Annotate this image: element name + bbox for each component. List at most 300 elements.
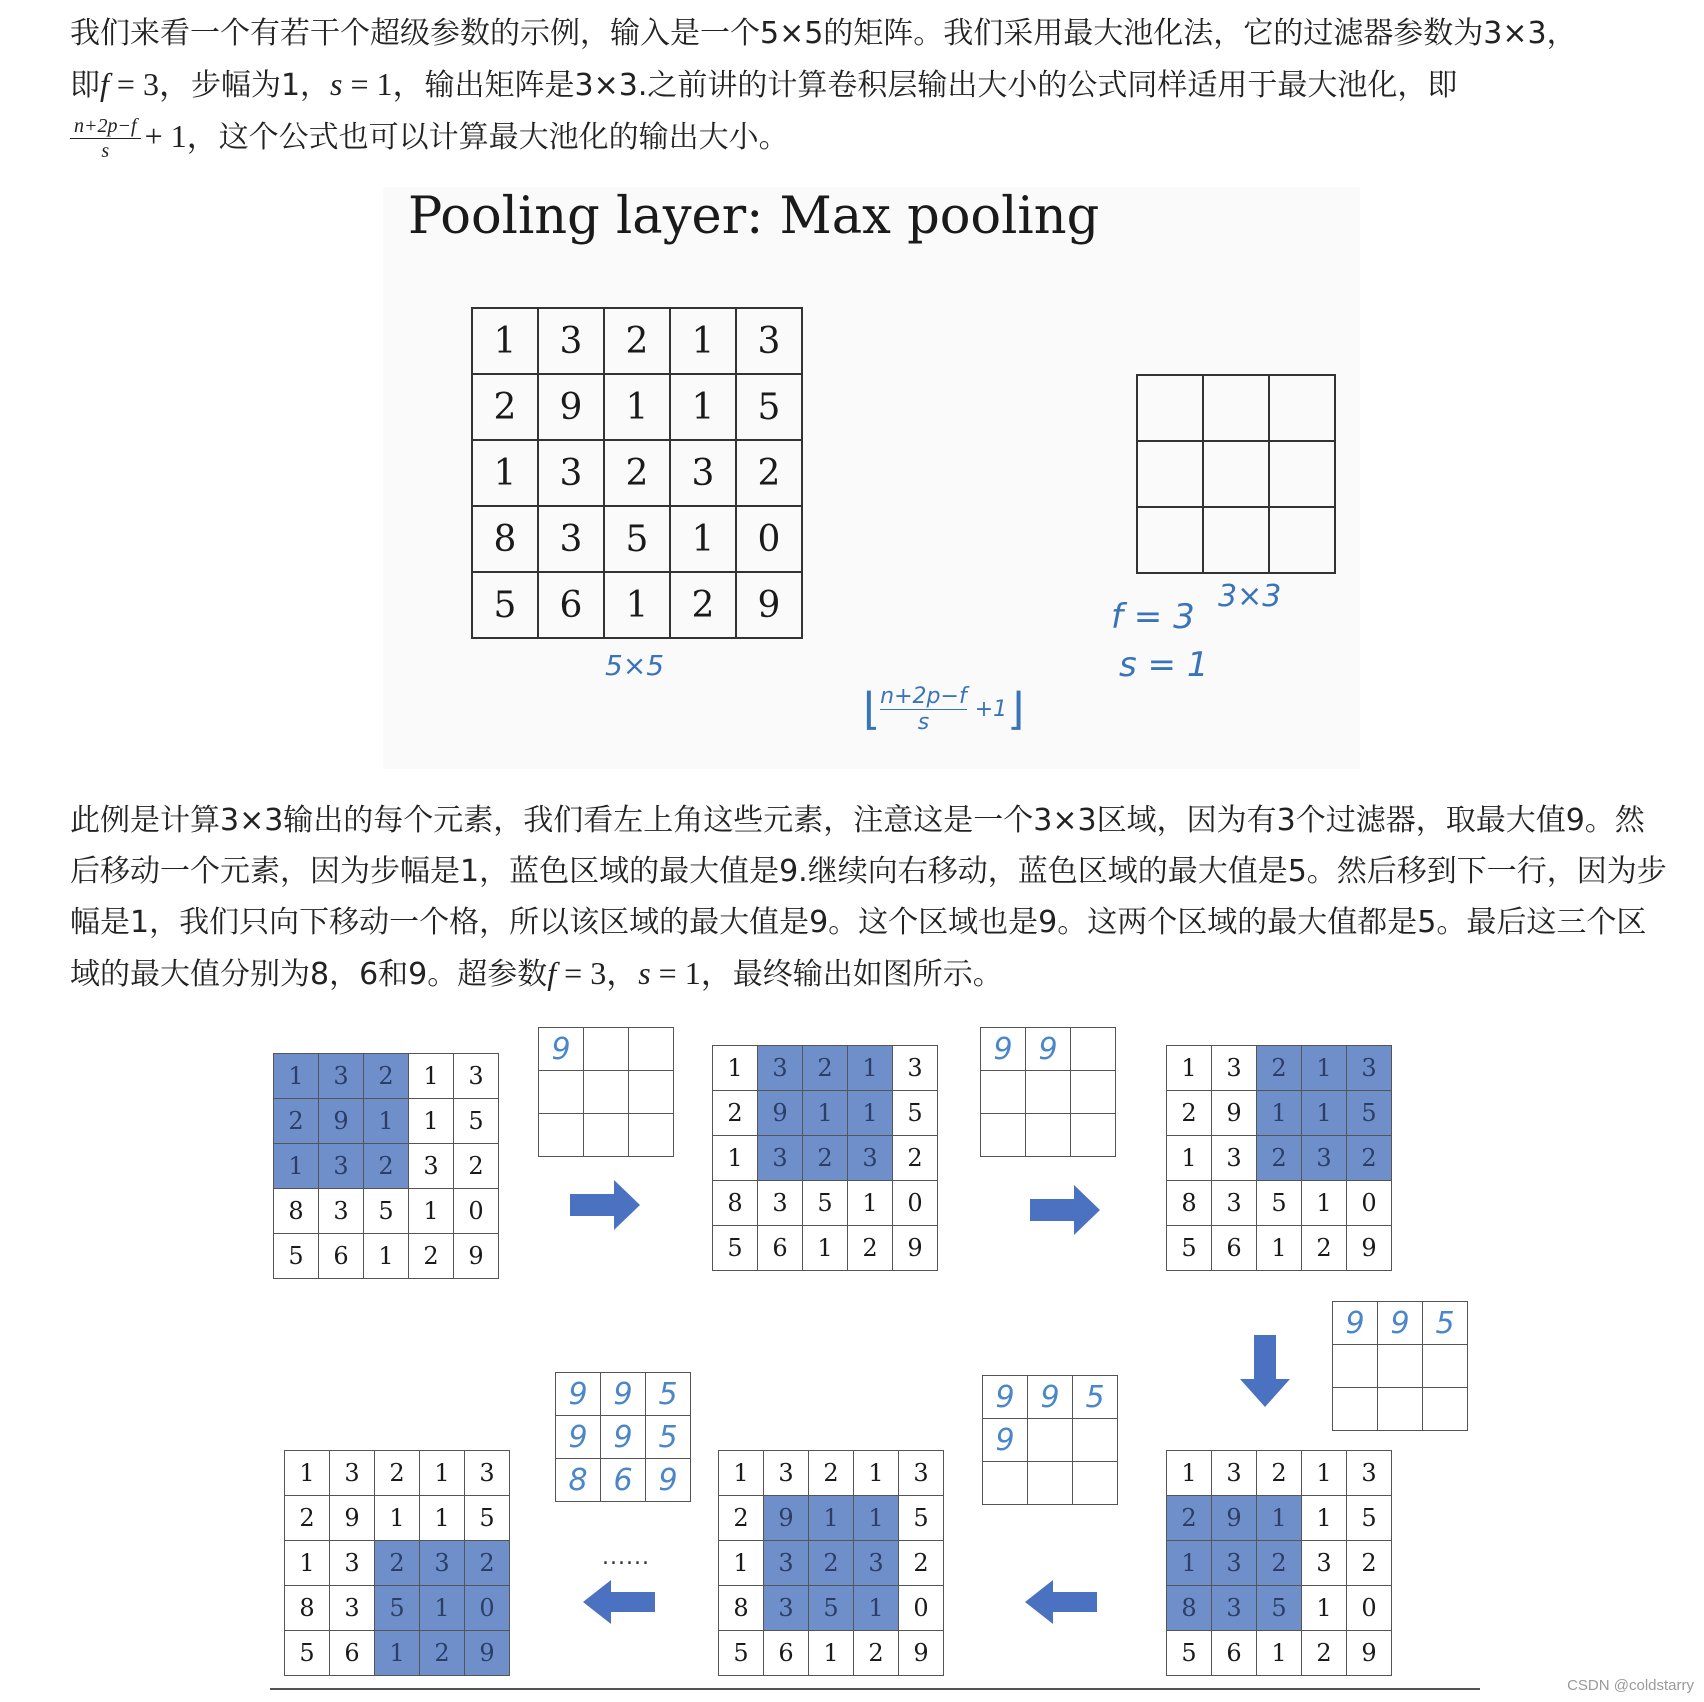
matrix-cell: 1 xyxy=(1302,1046,1347,1091)
matrix-cell: 1 xyxy=(420,1451,465,1496)
matrix-cell: 3 xyxy=(330,1451,375,1496)
matrix-cell: 9 xyxy=(319,1099,364,1144)
matrix-cell: 2 xyxy=(1167,1496,1212,1541)
matrix-cell: 5 xyxy=(1257,1586,1302,1631)
matrix-row xyxy=(719,1451,944,1496)
matrix-cell: 1 xyxy=(1167,1046,1212,1091)
matrix-row xyxy=(274,1054,499,1099)
arrow-right-icon xyxy=(570,1180,642,1230)
output-cell xyxy=(539,1114,584,1157)
matrix-cell: 8 xyxy=(274,1189,319,1234)
matrix-cell: 5 xyxy=(1167,1631,1212,1676)
output-cell xyxy=(1333,1388,1378,1431)
output-cell: 9 xyxy=(981,1028,1026,1071)
matrix-cell: 2 xyxy=(604,440,670,506)
matrix-row xyxy=(285,1496,510,1541)
matrix-cell: 3 xyxy=(319,1054,364,1099)
matrix-cell: 1 xyxy=(472,308,538,374)
matrix-cell: 2 xyxy=(364,1054,409,1099)
matrix-cell: 0 xyxy=(893,1181,938,1226)
matrix-cell: 0 xyxy=(1347,1586,1392,1631)
matrix-cell: 3 xyxy=(420,1541,465,1586)
output-cell xyxy=(584,1071,629,1114)
output-cell xyxy=(1423,1345,1468,1388)
matrix-row xyxy=(472,572,802,638)
matrix-cell: 2 xyxy=(1257,1136,1302,1181)
matrix-cell: 0 xyxy=(736,506,802,572)
matrix-cell: 5 xyxy=(1347,1091,1392,1136)
matrix-cell: 1 xyxy=(274,1054,319,1099)
matrix-cell: 1 xyxy=(364,1099,409,1144)
matrix-cell: 3 xyxy=(899,1451,944,1496)
output-cell xyxy=(1269,507,1335,573)
matrix-cell: 2 xyxy=(409,1234,454,1279)
matrix-row xyxy=(1167,1496,1392,1541)
output-cell xyxy=(1203,375,1269,441)
matrix-cell: 3 xyxy=(764,1586,809,1631)
matrix-cell: 5 xyxy=(1167,1226,1212,1271)
input-matrix-5x5 xyxy=(471,307,803,639)
matrix-cell: 9 xyxy=(899,1631,944,1676)
matrix-cell: 9 xyxy=(1212,1091,1257,1136)
filter-size-note: f = 3 xyxy=(1111,597,1195,637)
matrix-cell: 1 xyxy=(1302,1181,1347,1226)
intro-line-2: 即f = 3，步幅为1，s = 1，输出矩阵是3×3.之前讲的计算卷积层输出大小的公式同样适用于最大池化，即 xyxy=(70,66,1458,103)
matrix-cell: 1 xyxy=(1302,1451,1347,1496)
matrix-cell: 3 xyxy=(330,1541,375,1586)
matrix-cell: 1 xyxy=(719,1541,764,1586)
matrix-cell: 3 xyxy=(893,1046,938,1091)
output-size-label: 3×3 xyxy=(1218,579,1282,614)
matrix-cell: 1 xyxy=(1257,1631,1302,1676)
matrix-cell: 9 xyxy=(465,1631,510,1676)
matrix-cell: 2 xyxy=(670,572,736,638)
matrix-cell: 2 xyxy=(803,1136,848,1181)
output-cell: 5 xyxy=(646,1373,691,1416)
matrix-cell: 2 xyxy=(285,1496,330,1541)
output-row xyxy=(539,1114,674,1157)
matrix-row xyxy=(1167,1091,1392,1136)
matrix-cell: 1 xyxy=(670,506,736,572)
matrix-row xyxy=(274,1234,499,1279)
matrix-cell: 5 xyxy=(285,1631,330,1676)
output-cell xyxy=(1137,441,1203,507)
matrix-cell: 3 xyxy=(538,506,604,572)
max-pooling-slide xyxy=(383,187,1360,769)
output-row xyxy=(1137,507,1335,573)
matrix-row xyxy=(285,1541,510,1586)
step-4-output xyxy=(982,1375,1118,1505)
matrix-cell: 6 xyxy=(319,1234,364,1279)
matrix-cell: 2 xyxy=(809,1541,854,1586)
matrix-cell: 9 xyxy=(330,1496,375,1541)
step-4-input xyxy=(1166,1450,1392,1676)
arrow-down-icon xyxy=(1240,1335,1290,1407)
matrix-row xyxy=(1167,1451,1392,1496)
matrix-row xyxy=(719,1496,944,1541)
matrix-cell: 5 xyxy=(893,1091,938,1136)
matrix-cell: 5 xyxy=(736,374,802,440)
matrix-cell: 6 xyxy=(764,1631,809,1676)
matrix-cell: 1 xyxy=(803,1091,848,1136)
matrix-cell: 2 xyxy=(1347,1541,1392,1586)
output-cell xyxy=(1073,1419,1118,1462)
matrix-cell: 8 xyxy=(1167,1181,1212,1226)
output-cell xyxy=(629,1071,674,1114)
matrix-cell: 1 xyxy=(713,1046,758,1091)
matrix-cell: 3 xyxy=(1212,1136,1257,1181)
output-cell: 9 xyxy=(601,1373,646,1416)
matrix-cell: 2 xyxy=(454,1144,499,1189)
intro-paragraph xyxy=(70,8,1670,163)
matrix-row xyxy=(472,374,802,440)
matrix-cell: 3 xyxy=(538,308,604,374)
output-cell: 9 xyxy=(983,1376,1028,1419)
matrix-cell: 6 xyxy=(1212,1226,1257,1271)
matrix-cell: 3 xyxy=(454,1054,499,1099)
matrix-cell: 2 xyxy=(736,440,802,506)
matrix-cell: 3 xyxy=(848,1136,893,1181)
matrix-cell: 5 xyxy=(465,1496,510,1541)
matrix-cell: 5 xyxy=(274,1234,319,1279)
matrix-cell: 1 xyxy=(409,1054,454,1099)
intro-line-1: 我们来看一个有若干个超级参数的示例，输入是一个5×5的矩阵。我们采用最大池化法，它的过滤器参数为3×3， xyxy=(70,16,1577,51)
output-cell xyxy=(1028,1462,1073,1505)
matrix-cell: 2 xyxy=(472,374,538,440)
matrix-row xyxy=(274,1099,499,1144)
matrix-cell: 1 xyxy=(670,308,736,374)
output-cell: 9 xyxy=(601,1416,646,1459)
matrix-cell: 2 xyxy=(604,308,670,374)
matrix-row xyxy=(285,1586,510,1631)
matrix-cell: 2 xyxy=(803,1046,848,1091)
matrix-cell: 1 xyxy=(1257,1226,1302,1271)
max-pooling-steps-figure xyxy=(270,1025,1480,1690)
matrix-cell: 3 xyxy=(465,1451,510,1496)
matrix-cell: 1 xyxy=(803,1226,848,1271)
matrix-cell: 1 xyxy=(1302,1496,1347,1541)
matrix-cell: 1 xyxy=(409,1099,454,1144)
figure-baseline xyxy=(270,1688,1480,1690)
matrix-cell: 1 xyxy=(854,1586,899,1631)
output-row xyxy=(556,1459,691,1502)
matrix-row xyxy=(713,1136,938,1181)
matrix-cell: 1 xyxy=(1302,1586,1347,1631)
output-row xyxy=(556,1373,691,1416)
matrix-cell: 3 xyxy=(758,1046,803,1091)
slide-title: Pooling layer: Max pooling xyxy=(408,187,1100,246)
output-row xyxy=(983,1462,1118,1505)
matrix-cell: 3 xyxy=(1212,1046,1257,1091)
matrix-row xyxy=(713,1091,938,1136)
matrix-cell: 1 xyxy=(809,1496,854,1541)
matrix-cell: 8 xyxy=(472,506,538,572)
matrix-cell: 1 xyxy=(472,440,538,506)
output-row xyxy=(983,1419,1118,1462)
matrix-cell: 2 xyxy=(364,1144,409,1189)
output-cell xyxy=(1026,1071,1071,1114)
explanation-paragraph: 此例是计算3×3输出的每个元素，我们看左上角这些元素，注意这是一个3×3区域，因为有3个过滤器，取最大值9。然后移动一个元素，因为步幅是1，蓝色区域的最大值是9.继续向右移动，蓝色区域的最大值是5。然后移到下一行，因为步幅是1，我们只向下移动一个格，所以该区域的最大值是9。这个区域也是9。这两个区域的最大值都是5。最后这三个区域的最大值分别为8，6和9。超参数f = 3，s = 1，最终输出如图所示。 xyxy=(70,803,1667,992)
matrix-cell: 0 xyxy=(454,1189,499,1234)
matrix-cell: 9 xyxy=(736,572,802,638)
output-cell xyxy=(584,1114,629,1157)
matrix-cell: 6 xyxy=(330,1631,375,1676)
matrix-cell: 5 xyxy=(604,506,670,572)
output-row xyxy=(539,1028,674,1071)
output-row xyxy=(1333,1302,1468,1345)
matrix-cell: 3 xyxy=(1212,1181,1257,1226)
matrix-cell: 3 xyxy=(854,1541,899,1586)
matrix-row xyxy=(1167,1046,1392,1091)
handwritten-formula: ⌊ $\frac{n+2p-f}{s}$ +1⌋ xyxy=(863,684,1025,735)
matrix-cell: 2 xyxy=(809,1451,854,1496)
matrix-cell: 2 xyxy=(854,1631,899,1676)
matrix-cell: 2 xyxy=(420,1631,465,1676)
output-cell xyxy=(1269,375,1335,441)
matrix-cell: 1 xyxy=(285,1451,330,1496)
matrix-row xyxy=(1167,1181,1392,1226)
matrix-row xyxy=(713,1181,938,1226)
input-size-label: 5×5 xyxy=(605,649,665,682)
matrix-cell: 5 xyxy=(472,572,538,638)
step-9-input xyxy=(284,1450,510,1676)
step-1-output xyxy=(538,1027,674,1157)
output-cell xyxy=(1423,1388,1468,1431)
step-2-input xyxy=(712,1045,938,1271)
output-row xyxy=(981,1028,1116,1071)
matrix-cell: 0 xyxy=(1347,1181,1392,1226)
matrix-cell: 1 xyxy=(854,1451,899,1496)
matrix-cell: 1 xyxy=(274,1144,319,1189)
matrix-cell: 1 xyxy=(285,1541,330,1586)
matrix-cell: 1 xyxy=(1167,1136,1212,1181)
matrix-cell: 2 xyxy=(713,1091,758,1136)
step-1-input xyxy=(273,1053,499,1279)
matrix-cell: 3 xyxy=(764,1451,809,1496)
matrix-cell: 1 xyxy=(1167,1541,1212,1586)
matrix-cell: 1 xyxy=(375,1631,420,1676)
output-cell xyxy=(1333,1345,1378,1388)
matrix-row xyxy=(713,1226,938,1271)
output-cell xyxy=(629,1114,674,1157)
matrix-cell: 5 xyxy=(1257,1181,1302,1226)
output-cell xyxy=(1378,1388,1423,1431)
output-cell: 9 xyxy=(1378,1302,1423,1345)
matrix-cell: 2 xyxy=(375,1541,420,1586)
matrix-cell: 3 xyxy=(1302,1541,1347,1586)
step-2-output xyxy=(980,1027,1116,1157)
matrix-cell: 1 xyxy=(375,1496,420,1541)
matrix-row xyxy=(1167,1226,1392,1271)
intro-line-3: $\frac{n+2p-f}{s}$ + 1，这个公式也可以计算最大池化的输出大小。 xyxy=(70,111,1670,163)
matrix-cell: 9 xyxy=(893,1226,938,1271)
matrix-cell: 5 xyxy=(364,1189,409,1234)
matrix-cell: 1 xyxy=(719,1451,764,1496)
matrix-cell: 1 xyxy=(809,1631,854,1676)
output-cell xyxy=(1269,441,1335,507)
output-cell: 9 xyxy=(1028,1376,1073,1419)
matrix-row xyxy=(472,308,802,374)
output-cell: 9 xyxy=(983,1419,1028,1462)
matrix-row xyxy=(1167,1541,1392,1586)
matrix-cell: 9 xyxy=(1347,1631,1392,1676)
ellipsis: ...... xyxy=(602,1545,650,1570)
matrix-cell: 2 xyxy=(848,1226,893,1271)
matrix-cell: 3 xyxy=(736,308,802,374)
matrix-cell: 1 xyxy=(1167,1451,1212,1496)
matrix-row xyxy=(713,1046,938,1091)
stride-note: s = 1 xyxy=(1119,645,1209,685)
output-cell: 9 xyxy=(1026,1028,1071,1071)
matrix-cell: 1 xyxy=(848,1046,893,1091)
output-cell: 9 xyxy=(556,1416,601,1459)
output-cell xyxy=(981,1114,1026,1157)
matrix-cell: 2 xyxy=(1257,1541,1302,1586)
output-cell xyxy=(1137,375,1203,441)
output-cell: 9 xyxy=(646,1459,691,1502)
matrix-cell: 3 xyxy=(758,1181,803,1226)
output-row xyxy=(556,1416,691,1459)
output-cell xyxy=(1071,1114,1116,1157)
output-cell xyxy=(1203,507,1269,573)
matrix-cell: 3 xyxy=(1302,1136,1347,1181)
matrix-cell: 6 xyxy=(1212,1631,1257,1676)
matrix-cell: 9 xyxy=(1212,1496,1257,1541)
output-cell: 5 xyxy=(1423,1302,1468,1345)
matrix-cell: 2 xyxy=(1302,1226,1347,1271)
matrix-cell: 5 xyxy=(899,1496,944,1541)
output-row xyxy=(983,1376,1118,1419)
matrix-cell: 5 xyxy=(375,1586,420,1631)
output-cell xyxy=(983,1462,1028,1505)
step-9-output xyxy=(555,1372,691,1502)
matrix-cell: 5 xyxy=(719,1631,764,1676)
step-3-output xyxy=(1332,1301,1468,1431)
output-cell: 9 xyxy=(556,1373,601,1416)
matrix-cell: 0 xyxy=(899,1586,944,1631)
arrow-left-icon xyxy=(583,1580,655,1624)
matrix-cell: 1 xyxy=(848,1181,893,1226)
matrix-cell: 1 xyxy=(713,1136,758,1181)
matrix-cell: 5 xyxy=(713,1226,758,1271)
matrix-row xyxy=(274,1189,499,1234)
output-cell xyxy=(1071,1071,1116,1114)
matrix-cell: 1 xyxy=(420,1586,465,1631)
matrix-row xyxy=(472,506,802,572)
output-matrix-3x3 xyxy=(1136,374,1336,574)
matrix-cell: 6 xyxy=(538,572,604,638)
matrix-cell: 2 xyxy=(1347,1136,1392,1181)
matrix-cell: 3 xyxy=(1212,1541,1257,1586)
output-cell xyxy=(1028,1419,1073,1462)
matrix-row xyxy=(472,440,802,506)
matrix-cell: 3 xyxy=(319,1189,364,1234)
matrix-cell: 2 xyxy=(899,1541,944,1586)
matrix-cell: 9 xyxy=(758,1091,803,1136)
matrix-cell: 3 xyxy=(1347,1046,1392,1091)
step-3-input xyxy=(1166,1045,1392,1271)
output-row xyxy=(1137,375,1335,441)
matrix-cell: 3 xyxy=(319,1144,364,1189)
matrix-cell: 2 xyxy=(893,1136,938,1181)
matrix-cell: 1 xyxy=(420,1496,465,1541)
matrix-cell: 0 xyxy=(465,1586,510,1631)
matrix-cell: 9 xyxy=(454,1234,499,1279)
output-cell xyxy=(981,1071,1026,1114)
output-size-fraction: $\frac{n+2p-f}{s}$ xyxy=(70,114,141,163)
output-cell xyxy=(1137,507,1203,573)
matrix-cell: 2 xyxy=(1257,1046,1302,1091)
matrix-cell: 6 xyxy=(758,1226,803,1271)
matrix-cell: 1 xyxy=(364,1234,409,1279)
matrix-cell: 1 xyxy=(604,572,670,638)
matrix-cell: 1 xyxy=(848,1091,893,1136)
output-row xyxy=(1333,1388,1468,1431)
matrix-cell: 8 xyxy=(285,1586,330,1631)
output-cell: 9 xyxy=(1333,1302,1378,1345)
matrix-cell: 8 xyxy=(1167,1586,1212,1631)
matrix-cell: 5 xyxy=(809,1586,854,1631)
matrix-cell: 3 xyxy=(764,1541,809,1586)
output-cell xyxy=(629,1028,674,1071)
matrix-cell: 1 xyxy=(1257,1496,1302,1541)
matrix-cell: 2 xyxy=(375,1451,420,1496)
output-cell xyxy=(1073,1462,1118,1505)
matrix-cell: 5 xyxy=(454,1099,499,1144)
matrix-cell: 2 xyxy=(465,1541,510,1586)
matrix-cell: 1 xyxy=(409,1189,454,1234)
matrix-cell: 8 xyxy=(719,1586,764,1631)
output-cell: 8 xyxy=(556,1459,601,1502)
output-cell xyxy=(1026,1114,1071,1157)
matrix-cell: 9 xyxy=(538,374,604,440)
output-cell: 5 xyxy=(1073,1376,1118,1419)
matrix-row xyxy=(274,1144,499,1189)
matrix-row xyxy=(285,1451,510,1496)
output-cell xyxy=(1378,1345,1423,1388)
matrix-row xyxy=(285,1631,510,1676)
matrix-cell: 1 xyxy=(604,374,670,440)
output-row xyxy=(981,1114,1116,1157)
matrix-cell: 9 xyxy=(764,1496,809,1541)
matrix-cell: 8 xyxy=(713,1181,758,1226)
output-cell: 6 xyxy=(601,1459,646,1502)
output-cell xyxy=(584,1028,629,1071)
step-5-input xyxy=(718,1450,944,1676)
matrix-cell: 2 xyxy=(1167,1091,1212,1136)
arrow-left-icon xyxy=(1025,1580,1097,1624)
output-row xyxy=(539,1071,674,1114)
matrix-cell: 3 xyxy=(538,440,604,506)
matrix-cell: 3 xyxy=(758,1136,803,1181)
output-cell xyxy=(539,1071,584,1114)
matrix-cell: 2 xyxy=(719,1496,764,1541)
matrix-cell: 3 xyxy=(1212,1451,1257,1496)
output-row xyxy=(1137,441,1335,507)
matrix-cell: 2 xyxy=(1257,1451,1302,1496)
output-cell: 5 xyxy=(646,1416,691,1459)
output-cell xyxy=(1203,441,1269,507)
matrix-row xyxy=(1167,1631,1392,1676)
matrix-cell: 1 xyxy=(670,374,736,440)
matrix-row xyxy=(719,1631,944,1676)
matrix-cell: 3 xyxy=(1347,1451,1392,1496)
matrix-cell: 9 xyxy=(1347,1226,1392,1271)
matrix-cell: 5 xyxy=(803,1181,848,1226)
matrix-cell: 3 xyxy=(1212,1586,1257,1631)
matrix-cell: 2 xyxy=(274,1099,319,1144)
matrix-cell: 2 xyxy=(1302,1631,1347,1676)
